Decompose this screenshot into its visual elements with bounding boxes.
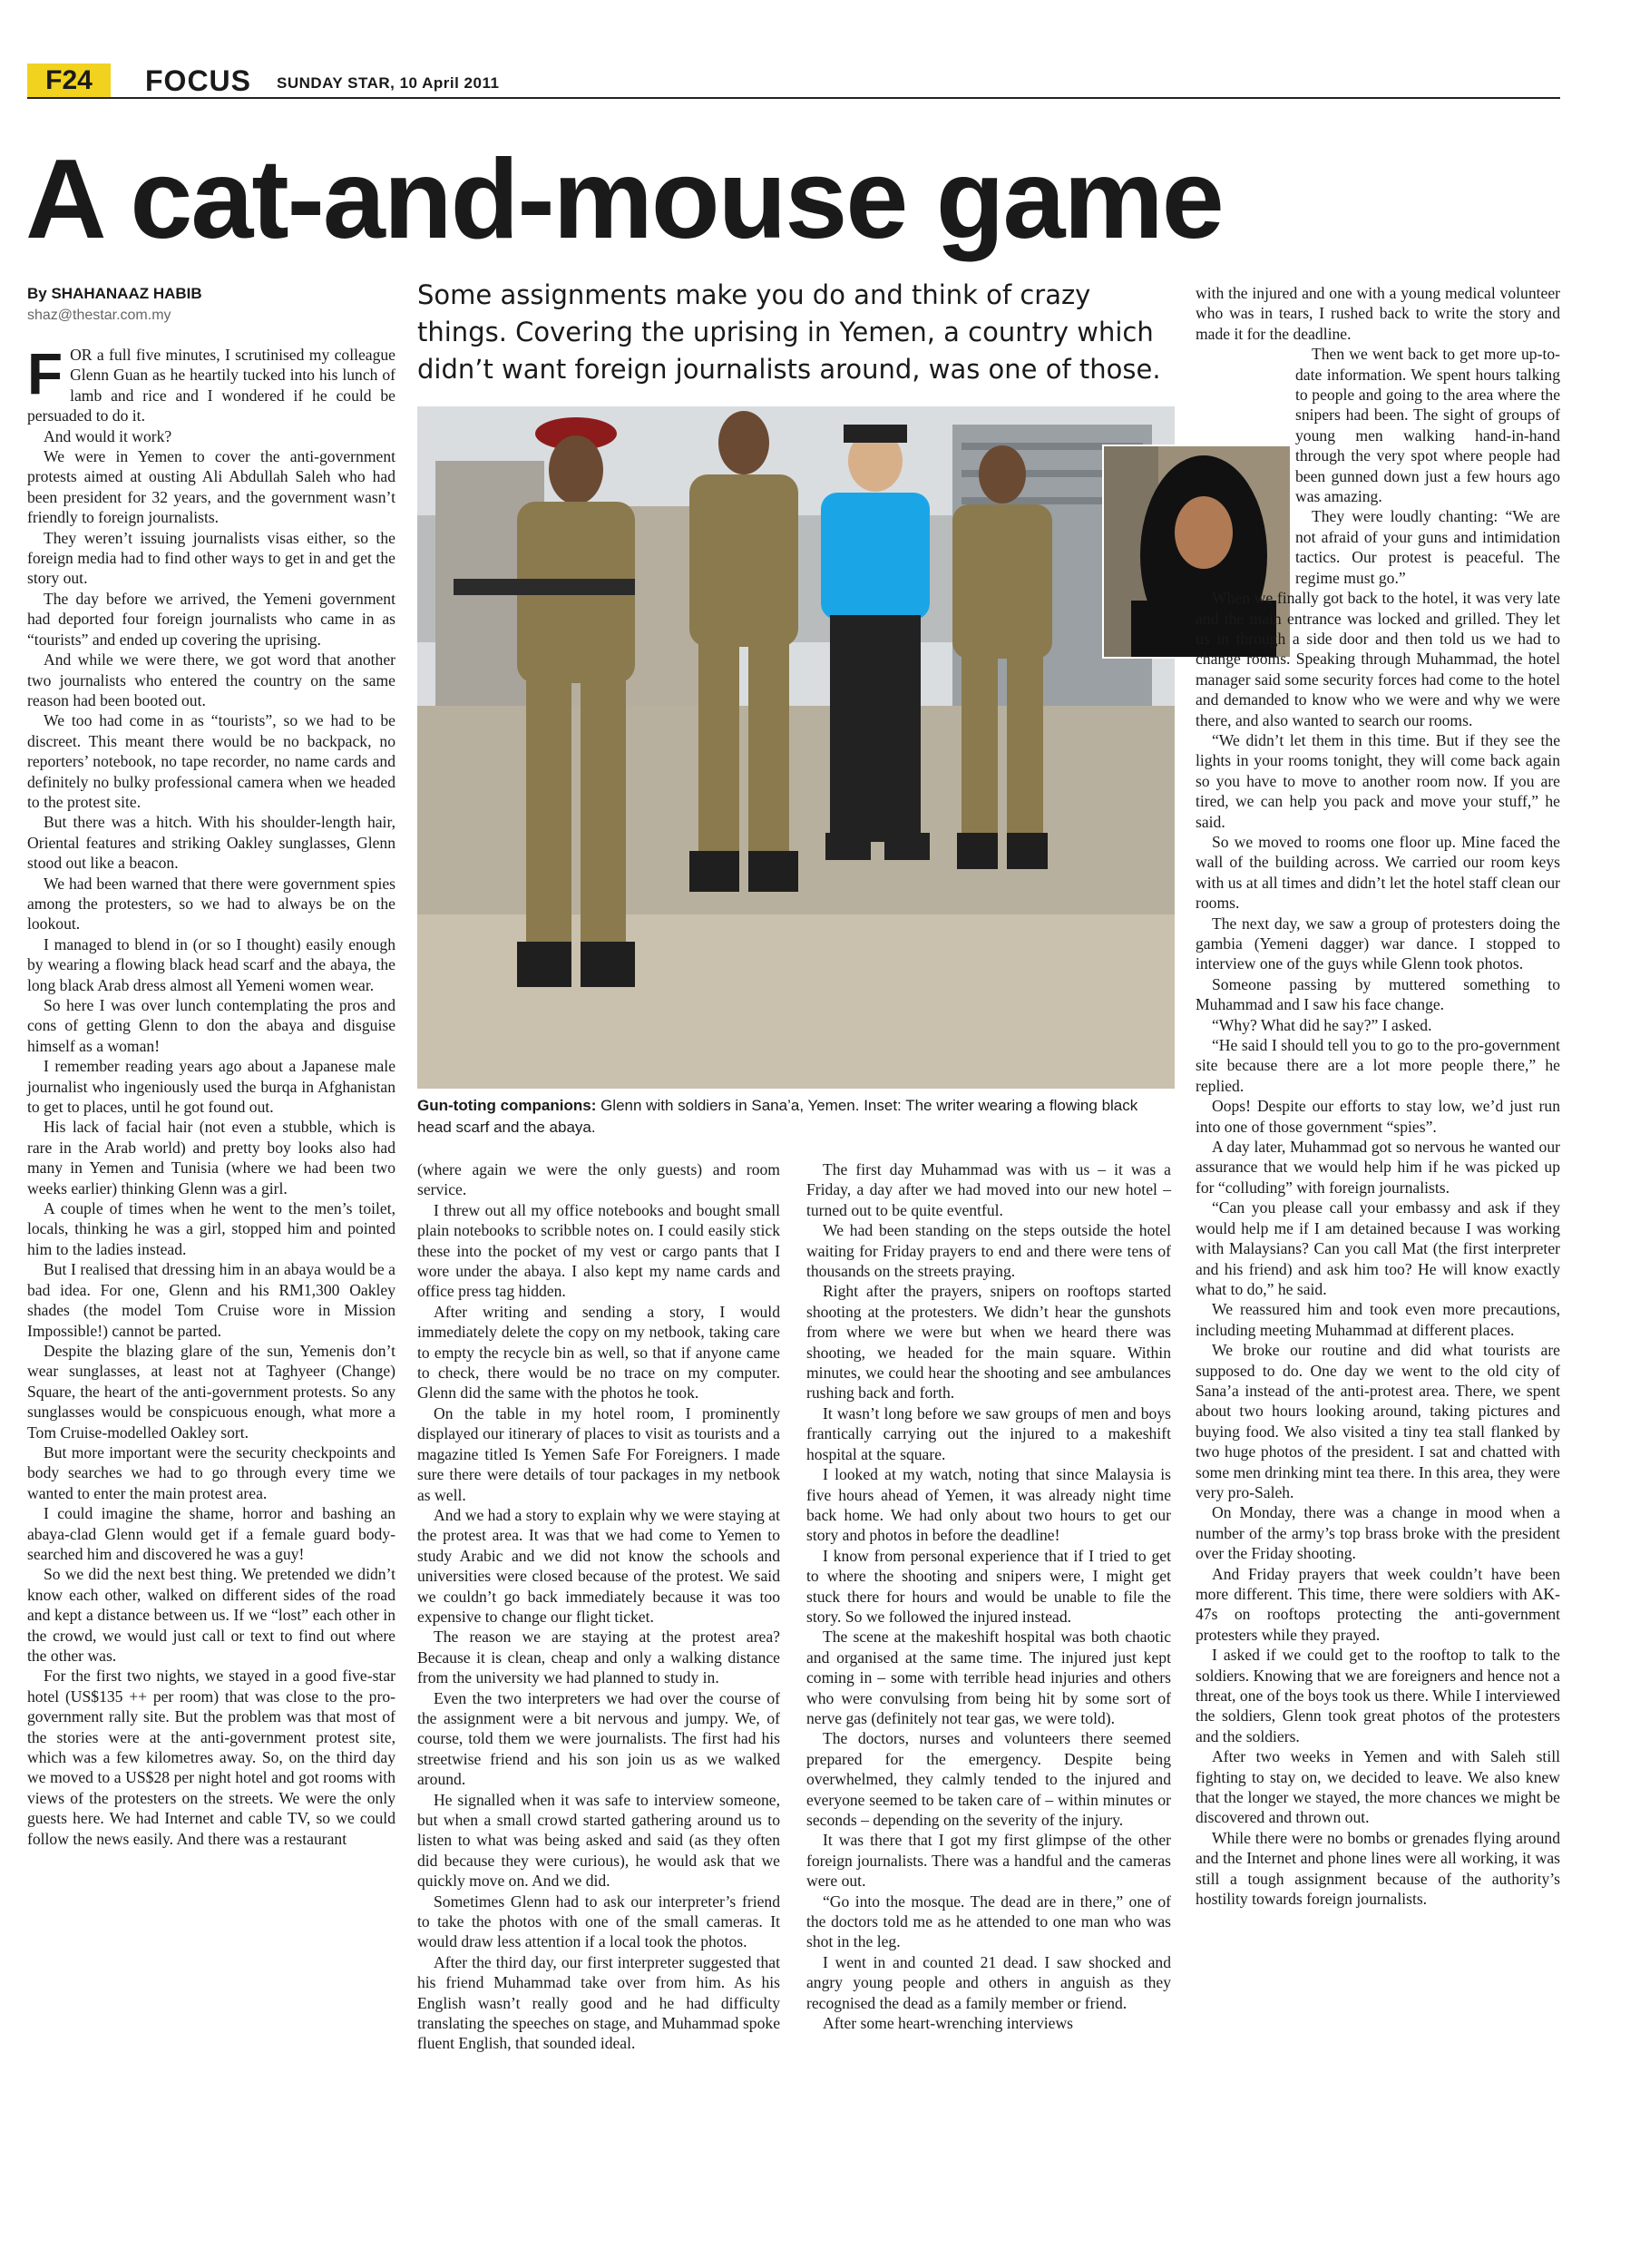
- paragraph: But there was a hitch. With his shoulder-length hair, Oriental features and striking Oakley sunglasses, Glenn stood out like a beacon.: [27, 813, 395, 873]
- paragraph: I asked if we could get to the rooftop to talk to the soldiers. Knowing that we are foreigners and hence not a threat, one of the boys took us there. While I interviewed the soldiers, Glenn took great photos of the protesters and the soldiers.: [1196, 1646, 1560, 1745]
- paragraph: I went in and counted 21 dead. I saw shocked and angry young people and others in anguish as they recognised the dead as a family member or friend.: [806, 1952, 1171, 2012]
- paragraph: We had been warned that there were government spies among the protesters, so we had to always be on the lookout.: [27, 874, 395, 934]
- paragraph: After the third day, our first interpreter suggested that his friend Muhammad take over from him. As his English wasn’t really good and he had difficulty translating the speeches on stage, and Muhammad spoke fluent English, that sounded ideal.: [417, 1952, 780, 2053]
- caption-text: Glenn with soldiers in Sana’a, Yemen. Inset: The writer wearing a flowing black head scarf and the abaya.: [417, 1097, 1138, 1136]
- paragraph: And Friday prayers that week couldn’t have been more different. This time, there were soldiers with AK-47s on rooftops protecting the anti-government protesters while they prayed.: [1196, 1564, 1560, 1644]
- paragraph: On the table in my hotel room, I prominently displayed our itinerary of places to visit as tourists and a magazine titled Is Yemen Safe For Foreigners. I made sure there were details of tour packages in my netbook as well.: [417, 1403, 780, 1504]
- paragraph: It was there that I got my first glimpse of the other foreign journalists. There was a handful and the cameras were out.: [806, 1831, 1171, 1891]
- paragraph: Oops! Despite our efforts to stay low, we’d just run into one of those government “spies”.: [1196, 1097, 1560, 1136]
- page-number-tag: F24: [27, 64, 111, 98]
- paragraph: “Go into the mosque. The dead are in there,” one of the doctors told me as he attended to one man who was shot in the leg.: [806, 1892, 1171, 1951]
- paragraph: They weren’t issuing journalists visas either, so the foreign media had to find other ways to get in and get the story out.: [27, 528, 395, 588]
- paragraph: I managed to blend in (or so I thought) easily enough by wearing a flowing black head scarf and the abaya, the long black Arab dress almost all Yemeni women wear.: [27, 934, 395, 994]
- paragraph: A couple of times when he went to the men’s toilet, locals, thinking he was a girl, stopped him and pointed him to the ladies instead.: [27, 1199, 395, 1258]
- standfirst: Some assignments make you do and think of crazy things. Covering the uprising in Yemen, a country which didn’t want foreign journalists around, was one of those.: [417, 279, 1161, 385]
- paragraph: We were in Yemen to cover the anti-government protests aimed at ousting Ali Abdullah Saleh who had been president for 32 years, and the government wasn’t friendly to foreign journalists.: [27, 447, 395, 527]
- column-1: [27, 341, 395, 1849]
- inset-wrap-space: [1196, 344, 1295, 587]
- paragraph: I looked at my watch, noting that since Malaysia is five hours ahead of Yemen, it was already night time back home. We had only about two hours to get our story and photos in before the deadline!: [806, 1465, 1171, 1545]
- paragraph: For the first two nights, we stayed in a good five-star hotel (US$135 ++ per room) that was close to the pro-government rally site. But the problem was that most of the stories were at the anti-government protest site, which was a few kilometres away. So, on the third day we moved to a US$28 per night hotel and got rooms with views of the protesters on the streets. We were the only guests here. We had Internet and cable TV, so we could follow the news easily. And there was a restaurant: [27, 1667, 395, 1848]
- paragraph: Even the two interpreters we had over the course of the assignment were a bit nervous and jumpy. We, of course, told them we were journalists. The first had his streetwise friend and his son join us as we walked around.: [417, 1688, 780, 1789]
- paragraph: “We didn’t let them in this time. But if they see the lights in your rooms tonight, they will come back again so you have to move to another room now. If you are tired, we can help you pack and move your stuff,” he said.: [1196, 730, 1560, 831]
- paragraph: After two weeks in Yemen and with Saleh still fighting to stay on, we decided to leave. We also knew that the longer we stayed, the more chances we might be discovered and thrown out.: [1196, 1747, 1560, 1827]
- paragraph: (where again we were the only guests) and room service.: [417, 1160, 780, 1199]
- paragraph: I could imagine the shame, horror and bashing an abaya-clad Glenn would get if a female guard body-searched him and discovered he was a guy!: [27, 1504, 395, 1563]
- paragraph: And would it work?: [44, 426, 172, 445]
- column-4: [1196, 283, 1560, 1910]
- paragraph: They were loudly chanting: “We are not afraid of your guns and intimidation tactics. Our protest is peaceful. The regime must go.”: [1295, 507, 1560, 587]
- paragraph: And while we were there, we got word that another two journalists who entered the country on the same reason had been booted out.: [27, 650, 395, 709]
- paragraph: He signalled when it was safe to interview someone, but when a small crowd started gathering around us to listen to what was being asked and said (as they often did because they were curious), he would ask that we quickly move on. And we did.: [417, 1790, 780, 1891]
- paragraph: I know from personal experience that if I tried to get to where the shooting and snipers were, I might get stuck there for hours and would be unable to file the story. So we followed the injured instead.: [806, 1546, 1171, 1626]
- main-photo-soldiers: [417, 406, 1175, 1089]
- paragraph: It wasn’t long before we saw groups of men and boys frantically carrying out the injured to a makeshift hospital at the square.: [806, 1403, 1171, 1463]
- paragraph: So here I was over lunch contemplating the pros and cons of getting Glenn to don the abaya and disguise himself as a woman!: [27, 996, 395, 1055]
- paragraph: We too had come in as “tourists”, so we had to be discreet. This meant there would be no backpack, no reporters’ notebook, no tape recorder, no name cards and definitely no bulky professional camera when we headed to the protest site.: [27, 711, 395, 811]
- paragraph-text: OR a full five minutes, I scrutinised my colleague Glenn Guan as he heartily tucked into his lunch of lamb and rice and I wondered if he could be persuaded to do it.: [27, 346, 395, 425]
- paragraph: “Why? What did he say?” I asked.: [1212, 1015, 1432, 1034]
- paragraph: A day later, Muhammad got so nervous he wanted our assurance that we would help him if he was picked up for “colluding” with foreign journalists.: [1196, 1138, 1560, 1197]
- paragraph: So we moved to rooms one floor up. Mine faced the wall of the building across. We carried our room keys with us at all times and didn’t let the hotel staff clean our rooms.: [1196, 832, 1560, 913]
- paragraph: And we had a story to explain why we were staying at the protest area. It was that we had come to Yemen to study Arabic and we did not know the schools and universities were closed because of the protest. We said we couldn’t go back immediately because it was too expensive to change our flight ticket.: [417, 1505, 780, 1626]
- paragraph: But I realised that dressing him in an abaya would be a bad idea. For one, Glenn and his RM1,300 Oakley shades (the model Tom Cruise wore in Mission Impossible!) cannot be parted.: [27, 1260, 395, 1340]
- photo-caption: [417, 1095, 1175, 1139]
- byline: By SHAHANAAZ HABIB: [27, 285, 202, 302]
- first-paragraph: [27, 341, 395, 426]
- paragraph: The first day Muhammad was with us – it was a Friday, a day after we had moved into our new hotel – turned out to be quite eventful.: [806, 1160, 1171, 1219]
- paragraph: On Monday, there was a change in mood when a number of the army’s top brass broke with the president over the Friday shooting.: [1196, 1503, 1560, 1563]
- paragraph: We broke our routine and did what tourists are supposed to do. One day we went to the old city of Sana’a instead of the anti-protest area. There, we spent about two hours looking around, taking pictures and buying food. We also visited a tiny tea stall flanked by two huge photos of the president. I sat and chatted with some men drinking mint tea there. In this area, they were very pro-Saleh.: [1196, 1341, 1560, 1501]
- paragraph: I remember reading years ago about a Japanese male journalist who ingeniously used the burqa in Afghanistan to get to places, until he got found out.: [27, 1057, 395, 1117]
- paragraph: We had been standing on the steps outside the hotel waiting for Friday prayers to end and there were tens of thousands on the streets praying.: [806, 1221, 1171, 1281]
- paragraph: While there were no bombs or grenades flying around and the Internet and phone lines were all working, it was still a tough assignment because of the authority’s hostility towards foreign journalists.: [1196, 1828, 1560, 1909]
- paragraph: The day before we arrived, the Yemeni government had deported four foreign journalists who came in as “tourists” and ended up covering the uprising.: [27, 589, 395, 649]
- section-name: FOCUS: [145, 64, 251, 97]
- column-2: [417, 1159, 780, 2054]
- paragraph: His lack of facial hair (not even a stubble, which is rare in the Arab world) and pretty boy looks also had many in Yemen and Tunisia (where we had been two weeks earlier) thinking Glenn was a girl.: [27, 1118, 395, 1198]
- paragraph: The doctors, nurses and volunteers there seemed prepared for the emergency. Despite being overwhelmed, they calmly tended to the injured and everyone seemed to be taken care of – within minutes or seconds – depending on the severity of the injury.: [806, 1729, 1171, 1829]
- paragraph: The next day, we saw a group of protesters doing the gambia (Yemeni dagger) war dance. I stopped to interview one of the guys while Glenn took photos.: [1196, 914, 1560, 973]
- headline: A cat-and-mouse game: [25, 137, 1223, 262]
- dateline: SUNDAY STAR, 10 April 2011: [277, 74, 500, 92]
- author-email: shaz@thestar.com.my: [27, 308, 171, 323]
- paragraph: We reassured him and took even more precautions, including meeting Muhammad at different places.: [1196, 1300, 1560, 1339]
- caption-lead: Gun-toting companions:: [417, 1097, 597, 1114]
- drop-cap: F: [27, 341, 63, 406]
- paragraph: Right after the prayers, snipers on rooftops started shooting at the protesters. We didn’t hear the gunshots from where we were but when we heard there was shooting, we headed for the main square. Within minutes, we could hear the shooting and see ambulances rushing back and forth.: [806, 1282, 1171, 1403]
- paragraph: “He said I should tell you to go to the pro-government site because there are a lot more people there,” he replied.: [1196, 1036, 1560, 1095]
- paragraph: After some heart-wrenching interviews: [823, 2014, 1074, 2033]
- column-3: [806, 1159, 1171, 2033]
- paragraph: Then we went back to get more up-to-date information. We spent hours talking to people and going to the area where the snipers had been. The sight of groups of young men walking hand-in-hand through the very spot where people had been gunned down just a few hours ago was amazing.: [1295, 345, 1560, 506]
- paragraph: The scene at the makeshift hospital was both chaotic and organised at the same time. The injured just kept coming in – some with terrible head injuries and others who were convulsing from being hit by some sort of nerve gas (definitely not tear gas, we were told).: [806, 1628, 1171, 1727]
- paragraph: The reason we are staying at the protest area? Because it is clean, cheap and only a walking distance from the university we had planned to study in.: [417, 1628, 780, 1687]
- paragraph: But more important were the security checkpoints and body searches we had to go through every time we wanted to enter the main protest area.: [27, 1442, 395, 1502]
- paragraph: Despite the blazing glare of the sun, Yemenis don’t wear sunglasses, at least not at Taghyeer (Change) Square, the heart of the anti-government protests. So any sunglasses would be conspicuous enough, what more a Tom Cruise-modelled Oakley sort.: [27, 1341, 395, 1442]
- paragraph: So we did the next best thing. We pretended we didn’t know each other, walked on different sides of the road and kept a distance between us. If we “lost” each other in the crowd, we would just call or text to find out where the other was.: [27, 1565, 395, 1665]
- paragraph: Sometimes Glenn had to ask our interpreter’s friend to take the photos with one of the small cameras. It would draw less attention if a local took the photos.: [417, 1892, 780, 1951]
- paragraph: I threw out all my office notebooks and bought small plain notebooks to scribble notes on. I could easily stick these into the pocket of my vest or cargo pants that I wore under the abaya. I also kept my name cards and office press tag hidden.: [417, 1200, 780, 1301]
- paragraph: Someone passing by muttered something to Muhammad and I saw his face change.: [1196, 974, 1560, 1014]
- paragraph: After writing and sending a story, I would immediately delete the copy on my netbook, taking care to empty the recycle bin as well, so that if anyone came to check, there would be no trace on my computer. Glenn did the same with the photos he took.: [417, 1302, 780, 1403]
- header-rule: [27, 97, 1560, 99]
- soldiers-photo-illustration: [417, 406, 1175, 1089]
- paragraph: “Can you please call your embassy and ask if they would help me if I am detained because I was working with Malaysians? Can you call Mat (the first interpreter and his friend) and ask him too? He will know exactly what to do,” he said.: [1196, 1198, 1560, 1298]
- paragraph: with the injured and one with a young medical volunteer who was in tears, I rushed back to write the story and made it for the deadline.: [1196, 284, 1560, 343]
- paragraph: When we finally got back to the hotel, it was very late and the main entrance was locked and grilled. They let us in through a side door and then told us we had to change rooms. Speaking through Muhammad, the hotel manager said some security forces had come to the hotel and demanded to know who we were and why we were there, and also wanted to search our rooms.: [1196, 589, 1560, 729]
